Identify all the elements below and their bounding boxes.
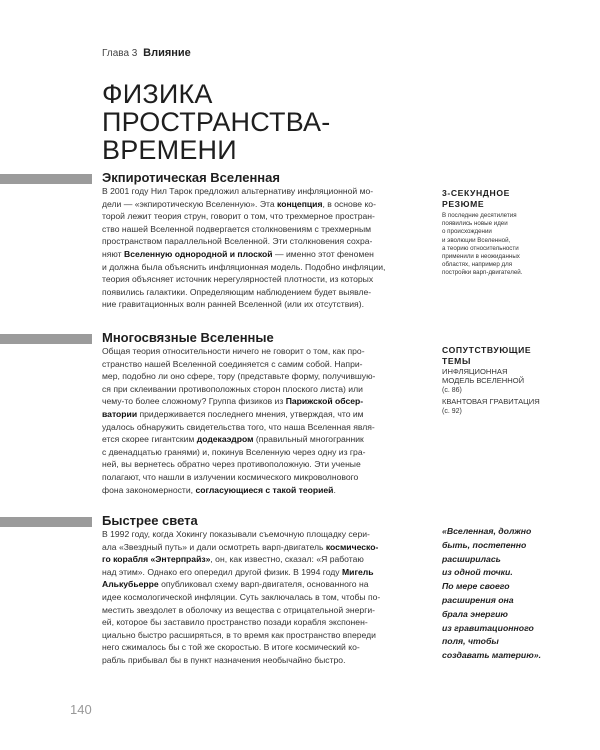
- section-body: Общая теория относительности ничего не говорит о том, как про- странство нашей Вселенной соединяется с самим собой. Напри- мер, подобно ли оно сфере, тору (представьте форму, получившую- ся при склеивании противоположных сторон плоского листа) или чему-то более сложному? Группа физиков из Парижской обсер- ватории придерживается последнего мнения, утверждая, что им удалось обнаружить свидетельства того, что наша Вселенная явля- ется скорее гигантским додекаэдром (правильный многогранник с двенадцатью гранями) и, покинув Вселенную через одну из гра- ней, вы вернетесь обратно через противоположную. Эти ученые полагают, что нашли в излучении космического микроволнового фона закономерности, согласующиеся с такой теорией.: [102, 346, 376, 495]
- chapter-name: Влияние: [143, 47, 191, 59]
- page-number: 140: [70, 702, 92, 717]
- section-title: Многосвязные Вселенные: [102, 330, 274, 345]
- pull-quote: «Вселенная, должно быть, постепенно расширилась из одной точки. По мере своего расширения она брала энергию из гравитационного поля, чтобы создавать материю».: [442, 526, 541, 661]
- related-heading: СОПУТСТВУЮЩИЕ ТЕМЫ: [442, 345, 532, 366]
- related-item-title: КВАНТОВАЯ ГРАВИТАЦИЯ: [442, 397, 540, 406]
- related-item: [442, 397, 552, 416]
- section-title: Быстрее света: [102, 513, 198, 528]
- section-marker-bar: [0, 517, 92, 527]
- chapter-label: Глава 3: [102, 48, 138, 59]
- page-title-line-1: ФИЗИКА: [102, 79, 213, 109]
- section-body: В 2001 году Нил Тарок предложил альтернативу инфляционной мо- дели — «экпиротическую Вселенную». Эта концепция, в основе ко- торой лежит теория струн, говорит о том, что трехмерное простран- ство нашей Вселенной подвергается столкновениям с трехмерным пространством параллельной Вселенной. Эти столкновения сохра- няют Вселенную однородной и плоской — именно этот феномен и должна была объяснить инфляционная модель. Подобно инфляции, теория объясняет источник нерегулярностей плотности, из которых появились галактики. Определяющим наблюдением будет выявле- ние гравитационных волн ранней Вселенной (или их отсутствия).: [102, 186, 386, 310]
- summary-text: В последние десятилетия появились новые идеи о происхождении и эволюции Вселенной, а теорию относительности применили в неожиданных областях, например для постройки варп-двигателей.: [442, 212, 523, 277]
- related-item: [442, 367, 552, 395]
- section-body: В 1992 году, когда Хокингу показывали съемочную площадку сери- ала «Звездный путь» и дали осмотреть варп-двигатель космическо- го корабля «Энтерпрайз», он, как известно, сказал: «Я работаю над этим». Однако его опередил другой физик. В 1994 году Мигель Алькубьерре опубликовал схему варп-двигателя, основанного на идее космологической инфляции. Суть заключалась в том, чтобы по- местить звездолет в оболочку из вещества с отрицательной энерги- ей, которое бы заставило пространство позади корабля экспонен- циально быстро расширяться, в то время как пространство впереди него сжималось бы с той же скоростью. В итоге космический ко- рабль прибывал бы в пункт назначения необычайно быстро.: [102, 529, 381, 665]
- summary-box: [442, 188, 552, 278]
- related-item-page: (с. 86): [442, 387, 462, 394]
- summary-heading: 3-СЕКУНДНОЕ РЕЗЮМЕ: [442, 188, 510, 209]
- related-item-page: (с. 92): [442, 408, 462, 415]
- related-topics-box: [442, 345, 552, 416]
- page-title-line-2: ПРОСТРАНСТВА-ВРЕМЕНИ: [102, 107, 331, 165]
- section-title: Экпиротическая Вселенная: [102, 170, 280, 185]
- section-marker-bar: [0, 334, 92, 344]
- page-title: [102, 80, 432, 164]
- related-item-title: ИНФЛЯЦИОННАЯ МОДЕЛЬ ВСЕЛЕННОЙ: [442, 367, 525, 385]
- chapter-header: [102, 47, 191, 59]
- section-marker-bar: [0, 174, 92, 184]
